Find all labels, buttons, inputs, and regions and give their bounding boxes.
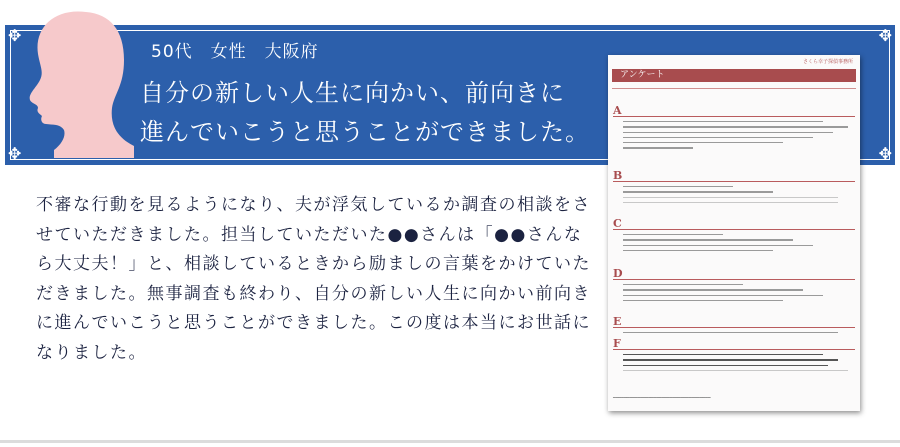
headline-line: 自分の新しい人生に向かい、前向きに [140, 79, 565, 107]
section-letter: F [613, 337, 621, 350]
section-letter: E [613, 315, 622, 328]
survey-sheet-image [608, 55, 860, 411]
survey-intro-rule [612, 82, 856, 89]
testimonial-body [36, 191, 596, 368]
body-line: なりました。 [36, 342, 147, 363]
section-letter: B [613, 169, 623, 182]
survey-section [613, 267, 855, 301]
survey-section [613, 337, 855, 371]
corner-ornament-icon: ✥ [8, 144, 22, 163]
section-letter: C [613, 217, 622, 230]
customer-profile: 50代 女性 大阪府 [151, 42, 319, 62]
body-line: ら大丈夫！」と、相談しているときから励ましの言葉をかけていた [36, 254, 591, 274]
survey-section [613, 217, 855, 251]
body-line: 不審な行動を見るようになり、夫が浮気しているか調査の相談をさ [36, 195, 591, 215]
section-letter: A [613, 104, 622, 117]
woman-silhouette-icon [14, 8, 134, 158]
survey-footer-rule: ━━━━━━━━━━━━━━━━━━━━━━━━━━━━━━━━━━━━ [613, 396, 711, 401]
survey-section [613, 104, 855, 149]
body-line: せていただきました。担当していただいた●●さんは「●●さんな [36, 224, 583, 245]
corner-ornament-icon: ✥ [878, 144, 892, 163]
survey-title: アンケート [612, 69, 856, 82]
survey-section [613, 315, 855, 333]
section-letter: D [613, 267, 623, 280]
testimonial-headline [140, 74, 590, 152]
corner-ornament-icon: ✥ [8, 26, 22, 45]
survey-section [613, 169, 855, 203]
corner-ornament-icon: ✥ [878, 26, 892, 45]
body-line: だきました。無事調査も終わり、自分の新しい人生に向かい前向き [36, 283, 591, 304]
bottom-divider [0, 440, 900, 443]
headline-line: 進んでいこうと思うことができました。 [140, 118, 590, 146]
body-line: に進んでいこうと思うことができました。この度は本当にお世話に [36, 313, 591, 333]
survey-brand: さくら幸子探偵事務所 [802, 59, 853, 65]
